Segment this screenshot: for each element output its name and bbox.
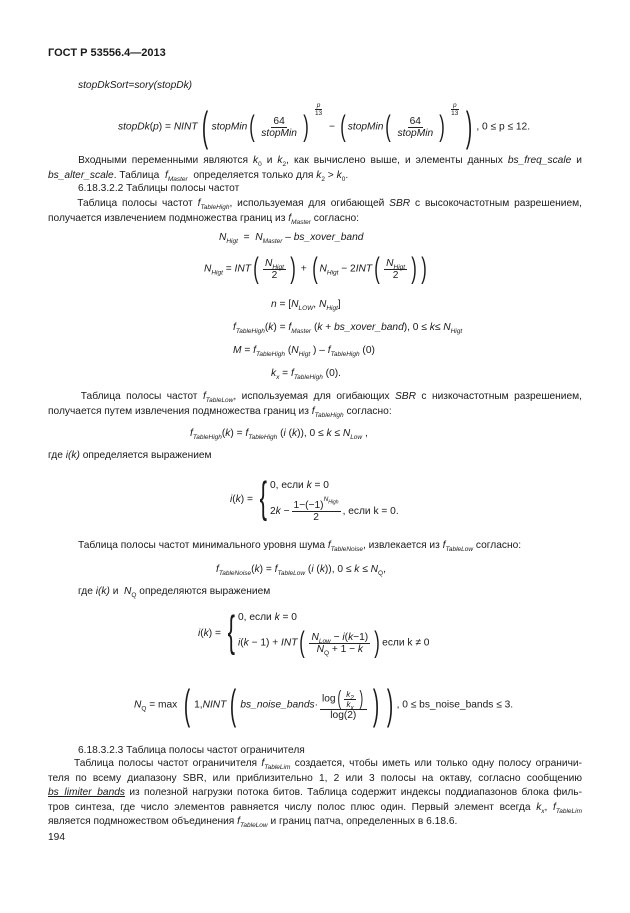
formula-ftablelow: $f_{TableHigh}(k) = f_{TableHigh}$ (i (k)), $0 \le k \le N_{Low}$ , [190,428,368,442]
formula-ik-case2-tail: , если k = 0. [342,506,399,518]
formula-stopdk: stopDk(p) = NINT( stopMin( $\frac{64}{\text{stopMin}}$ ) $^{\frac{p}{13}}$ − ( stopMin( $\frac{64}{\text{stopMin}}$ ) $^{\frac{p}{13}}$ ) , 0 ≤ p ≤ 12. [118,102,531,150]
section-heading-limiter-table: 6.18.3.2.3 Таблица полосы частот ограничителя [78,745,305,756]
paragraph-ik-def: где i(k) определяется выражением [48,450,212,461]
paragraph-limiter-table: Таблица полосы частот ограничителя $f_{TableLim}$ создается, чтобы иметь или только одну полосу ограничи- теля по всему диапазону SBR, или приблизительно 1, 2 или 3 полосы на октаву, согласно сообщению bs_limiter_bands из полезной нагрузки потока битов. Таблица содержит индексы поддиапазонов блока филь- тров синтеза, где число элементов равняется числу полос плюс один. Первый элемент всегда $k_x$, $f_{TableLim}$ является подмножеством объединения $f_{TableLow}$ и границ патча, определенных в 6.18.6. [48,758,582,830]
document-header: ГОСТ Р 53556.4—2013 [48,47,166,59]
formula-ftablehigh: $f_{TableHigh}(k) = f_{Master}$ (k + bs_xover_band), $0 \le k\le N_{Higt}$ [233,322,463,336]
formula-ftablenoise: $f_{TableNoise}(k) = f_{TableLow}$ (i (k)), $0 \le k \le N_Q$, [216,564,386,578]
formula-n-range: $n = [N_{LOW}$, $N_{Higt}$] [271,299,341,313]
paragraph-noise-table: Таблица полосы частот минимального уровня шума $f_{TableNoise}$, извлекается из $f_{TableLow}$ согласно: [78,540,522,554]
formula-nhigt-int: $N_{Higt} = INT$( $\frac{N_{Higt}}{2}$ ) + ( $N_{Higt} - 2INT$( $\frac{N_{Higt}}{2}$ ) ) [204,252,427,285]
section-heading-band-tables: 6.18.3.2.2 Таблицы полосы частот [78,183,240,194]
page-number: 194 [48,832,65,843]
formula-nhigt: $N_{Higt} = N_{Master}$ – bs_xover_band [219,232,364,246]
formula-stopdk-tail: , 0 ≤ p ≤ 12. [476,121,531,133]
formula-ik-noise-tail: если k ≠ 0 [382,637,430,649]
formula-kx: $k_x = f_{TableHigh}$ (0). [271,368,341,382]
paragraph-input-variables: Входными переменными являются $k_0$ и $k_2$, как вычислено выше, и элементы данных bs_freq_scale и bs_alter_scale. Таблица $f_{Master}$ определяется только для $k_2 > k_0$. [48,155,582,183]
formula-nq: $N_Q = \max$ ( 1,NINT( bs_noise_bands· log( $\frac{k_2}{k_x}$ ) log(2) ) ) , 0 ≤ bs_noise_bands ≤ 3. [134,681,514,728]
formula-stopdksort: stopDkSort=sory(stopDk) [78,80,193,91]
formula-m: $M = f_{TableHigh}$ ($N_{Higt}$ ) – $f_{TableHigh}$ (0) [233,345,375,359]
paragraph-table-high: Таблица полосы частот $f_{TableHigh}$, используемая для огибающей SBR с высокочастотным разрешением, получается извлечением подмножества границ из $f_{Master}$ согласно: [48,198,582,226]
paragraph-table-low: Таблица полосы частот $f_{TableLow}$, используемая для огибающих SBR с низкочастотным разрешением, получается путем извлечения подмножества границ из $f_{TableHigh}$ согласно: [48,391,582,419]
formula-nq-tail: , 0 ≤ bs_noise_bands ≤ 3. [396,699,514,711]
paragraph-ik-nq-def: где i(k) и $N_Q$ определяются выражением [78,586,271,600]
